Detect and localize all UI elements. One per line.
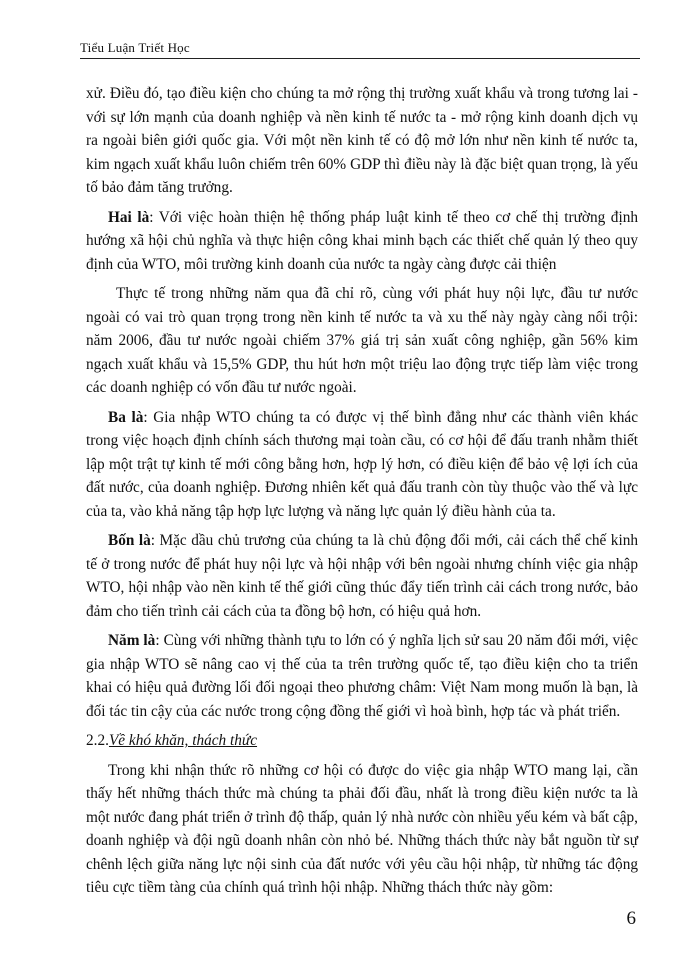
paragraph-continuation	[86, 82, 638, 200]
paragraph-text: : Mặc dầu chủ trương của chúng ta là chủ động đổi mới, cải cách thể chế kinh tế ở trong nước để phát huy nội lực và hội nhập với bên ngoài nhưng chính việc gia nhập WTO, hội nhập vào nền kinh tế thế giới cũng thúc đẩy tiến trình cải cách trong nước, bảo đảm cho tiến trình cải cách của ta đồng bộ hơn, có hiệu quả hơn.	[86, 532, 638, 620]
paragraph-nam-la	[86, 629, 638, 723]
document-body	[86, 82, 638, 906]
section-number: 2.2.	[86, 732, 109, 749]
paragraph-bon-la	[86, 529, 638, 623]
paragraph-lead: Năm là	[108, 632, 156, 649]
paragraph-text: : Với việc hoàn thiện hệ thống pháp luật kinh tế theo cơ chế thị trường định hướng xã hội chủ nghĩa và thực hiện công khai minh bạch các thiết chế quản lý theo quy định của WTO, môi trường kinh doanh của nước ta ngày càng được cải thiện	[86, 208, 638, 273]
running-header: Tiểu Luận Triết Học	[80, 40, 190, 55]
paragraph-thuc-te	[86, 282, 638, 400]
paragraph-hai-la	[86, 206, 638, 277]
paragraph-lead: Bốn là	[108, 532, 151, 549]
paragraph-lead: Ba là	[108, 408, 144, 426]
paragraph-lead: Hai là	[108, 208, 150, 226]
paragraph-text: xử. Điều đó, tạo điều kiện cho chúng ta mở rộng thị trường xuất khẩu và trong tương lai - với sự lớn mạnh của doanh nghiệp và nền kinh tế nước ta - mở rộng kinh doanh dịch vụ ra ngoài biên giới quốc gia. Với một nền kinh tế có độ mở lớn như nền kinh tế nước ta, kim ngạch xuất khẩu luôn chiếm trên 60% GDP thì điều này là đặc biệt quan trọng, là yếu tố bảo đảm tăng trưởng.	[86, 85, 638, 196]
paragraph-text: : Cùng với những thành tựu to lớn có ý nghĩa lịch sử sau 20 năm đổi mới, việc gia nhập WTO sẽ nâng cao vị thế của ta trên trường quốc tế, tạo điều kiện cho ta triển khai có hiệu quả đường lối đối ngoại theo phương châm: Việt Nam mong muốn là bạn, là đối tác tin cậy của các nước trong cộng đồng thế giới vì hoà bình, hợp tác và phát triển.	[86, 632, 638, 720]
paragraph-closing	[86, 759, 638, 900]
section-title: Về khó khăn, thách thức	[108, 732, 258, 749]
section-heading	[86, 729, 638, 753]
paragraph-text: Trong khi nhận thức rõ những cơ hội có được do việc gia nhập WTO mang lại, cần thấy hết những thách thức mà chúng ta phải đối đầu, nhất là trong điều kiện nước ta là một nước đang phát triển ở trình độ thấp, quản lý nhà nước còn nhiều yếu kém và bất cập, doanh nghiệp và đội ngũ doanh nhân còn nhỏ bé. Những thách thức này bắt nguồn từ sự chênh lệch giữa năng lực nội sinh của đất nước với yêu cầu hội nhập, từ những tác động tiêu cực tiềm tàng của chính quá trình hội nhập. Những thách thức này gồm:	[86, 761, 638, 896]
paragraph-ba-la	[86, 406, 638, 524]
header-rule	[80, 58, 640, 59]
page-number: 6	[626, 908, 636, 929]
paragraph-text: Thực tế trong những năm qua đã chỉ rõ, cùng với phát huy nội lực, đầu tư nước ngoài có vai trò quan trọng trong nền kinh tế nước ta và xu thế này ngày càng nổi trội: năm 2006, đầu tư nước ngoài chiếm 37% giá trị sản xuất công nghiệp, gần 56% kim ngạch xuất khẩu và 15,5% GDP, thu hút hơn một triệu lao động trực tiếp làm việc trong các doanh nghiệp có vốn đầu tư nước ngoài.	[86, 285, 638, 396]
paragraph-text: : Gia nhập WTO chúng ta có được vị thế bình đẳng như các thành viên khác trong việc hoạch định chính sách thương mại toàn cầu, có cơ hội để đấu tranh nhằm thiết lập một trật tự kinh tế mới công bằng hơn, hợp lý hơn, có điều kiện để bảo vệ lợi ích của đất nước, của doanh nghiệp. Đương nhiên kết quả đấu tranh còn tùy thuộc vào thế và lực của ta, vào khả năng tập hợp lực lượng và năng lực quản lý điều hành của ta.	[86, 408, 638, 520]
